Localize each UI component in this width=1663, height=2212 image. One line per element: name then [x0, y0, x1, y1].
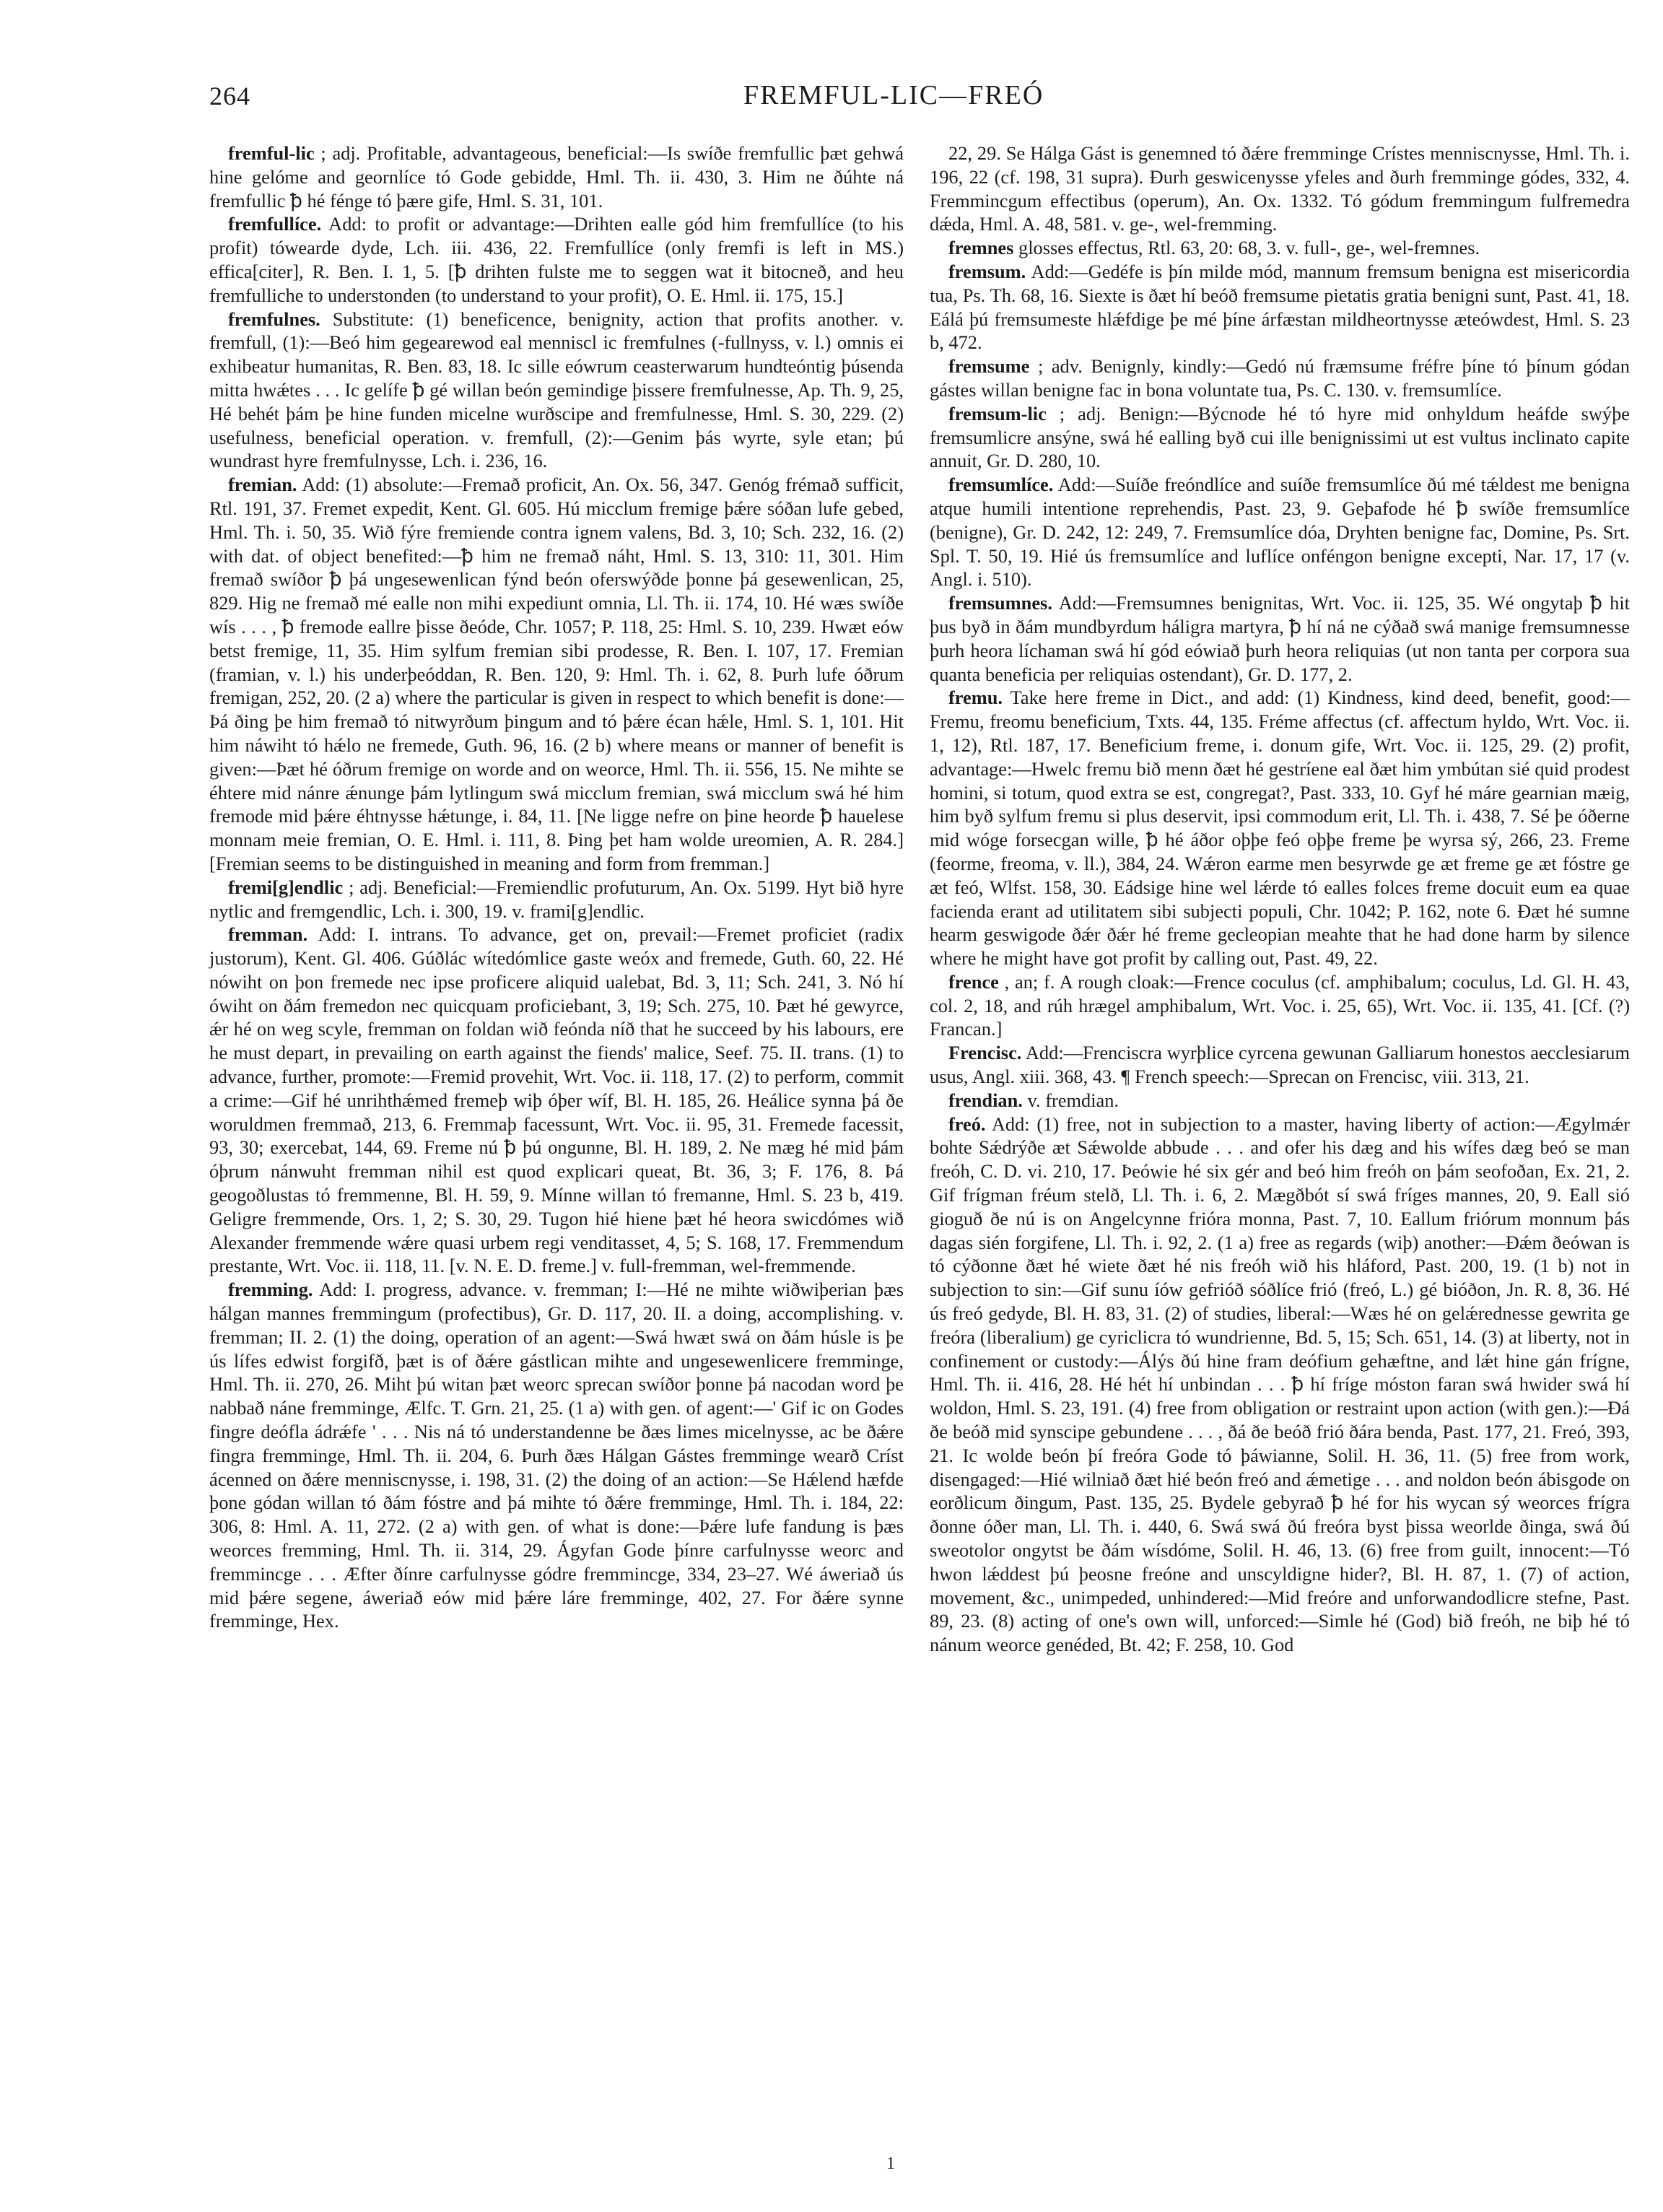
dictionary-entry [930, 1089, 1630, 1112]
entry-text: ; adj. Beneficial:—Fremiendlic profuturum, An. Ox. 5199. Hyt bið hyre nytlic and fremgendlic, Lch. i. 300, 19. v. frami[g]endlic. [209, 876, 904, 922]
entry-headword: frence [948, 970, 999, 993]
right-column [930, 141, 1630, 1657]
dictionary-entry [930, 354, 1630, 402]
dictionary-entry [209, 923, 904, 1278]
entry-headword: fremman. [228, 923, 308, 946]
entry-headword: frendian. [948, 1089, 1023, 1111]
entry-headword: fremfullíce. [228, 213, 322, 235]
entry-headword: fremsum-lic [948, 402, 1047, 424]
dictionary-entry [930, 1041, 1630, 1089]
entry-headword: freó. [948, 1112, 986, 1135]
entry-text: Substitute: (1) beneficence, benignity, action that profits another. v. fremfull, (1):—Beó him gegearewod eal menniscl ic fremfulnes (-fullnyss, v. l.) omnis ei exhibeatur humanitas, R. Ben. 83, 18. Ic sille eówrum ceasterwarum hundteóntig þúsenda mitta hwǽtes . . . Ic gelífe ꝥ gé willan beón gemindige þissere fremfulnesse, Ap. Th. 9, 25, Hé behét þám þe hine funden micelne wurðscipe and fremfulnesse, Hml. S. 30, 229. (2) usefulness, beneficial operation. v. fremfull, (2):—Genim þás wyrte, syle etan; þú wundrast hyre fremfulnysse, Lch. i. 236, 16. [209, 308, 904, 472]
dictionary-entry [930, 236, 1630, 260]
dictionary-entry [209, 473, 904, 876]
entry-text: Add: (1) free, not in subjection to a master, having liberty of action:—Ægylmǽr bohte Sǽdrýðe æt Sǽwolde abbude . . . and ofer his dæg and his wífes dæg beó se man freóh, C. D. vi. 210, 17. Þeówie hé six gér and beó him freóh on þám seofoðan, Ex. 21, 2. Gif frígman fréum stelð, Ll. Th. i. 6, 2. Mægðbót sí swá fríges mannes, 20, 9. Eall sió gioguð ðe nú is on Angelcynne frióra monna, Past. 7, 10. Eallum friórum monnum þás dagas sién forgifene, Ll. Th. i. 92, 2. (1 a) free as regards (wiþ) another:—Ðǽm ðeówan is tó cýðonne ðæt hé wiete ðæt hé nis freóh wið his hláford, Past. 200, 19. (1 b) not in subjection to sin:—Gif sunu íów gefrióð sóðlíce frió (freó, L.) gé bióðon, Jn. R. 8, 36. Hé ús freó gedyde, Bl. H. 83, 31. (2) of studies, liberal:—Wæs hé on gelǽrednesse gewrita ge freóra (liberalium) ge cyriclicra tó wundrienne, Bd. 5, 15; Sch. 651, 14. (3) at liberty, not in confinement or custody:—Álýs ðú hine fram deófium gehæftne, and lǽt hine gán frígne, Hml. Th. ii. 416, 28. Hé hét hí unbindan . . . ꝥ hí fríge móston faran swá hwider swá hí woldon, Hml. S. 23, 191. (4) free from obligation or restraint upon action (with gen.):—Ðá ðe beóð mid synscipe gebundene . . . , ðá ðe beóð frió ðára benda, Past. 177, 21. Freó, 393, 21. Ic wolde beón þí freóra Gode tó þáwianne, Solil. H. 36, 11. (5) free from work, disengaged:—Hié wilniað ðæt hié beón freó and ǽmetige . . . and noldon beón ábisgode on eorðlicum ðingum, Past. 135, 25. Bydele gebyrað ꝥ hé for his wycan sý weorces frígra ðonne óðer man, Ll. Th. i. 440, 6. Swá swá ðú freóra byst þissa weorlde ðinga, swá ðú sweotolor ongytst be ðám wísdóme, Solil. H. 46, 13. (6) free from guilt, innocent:—Tó hwon lǽddest þú þeosne freóne and unscyldigne hider?, Bl. H. 87, 1. (7) of action, movement, &c., unimpeded, unhindered:—Mid freóre and unforwandodlicre stefne, Past. 89, 23. (8) acting of one's own will, unforced:—Simle hé (God) bið freóh, ne biþ hé tó nánum weorce genéded, Bt. 42; F. 258, 10. God [930, 1112, 1630, 1656]
dictionary-entry [209, 212, 904, 307]
entry-headword: fremian. [228, 474, 297, 496]
entry-headword: fremsumnes. [948, 592, 1052, 614]
entry-text: Add: to profit or advantage:—Drihten ealle gód him fremfullíce (to his profit) tówearde dyde, Lch. iii. 436, 22. Fremfullíce (only fremfi is left in MS.) effica[citer], R. Ben. I. 1, 5. [ꝥ drihten fulste me to seggen wat it bitocneð, and heu fremfulliche to understonden (to understand to your profit), O. E. Hml. ii. 175, 15.] [209, 213, 904, 306]
entry-text: Take here freme in Dict., and add: (1) Kindness, kind deed, benefit, good:—Fremu, freomu beneficium, Txts. 44, 135. Fréme affectus (cf. affectum hyldo, Wrt. Voc. ii. 1, 12), Rtl. 187, 17. Beneficium freme, i. donum gife, Wrt. Voc. ii. 125, 29. (2) profit, advantage:—Hwelc fremu bið menn ðæt hé gestríene eal ðæt him ymbútan sié quid prodest homini, si totum, quod extra se est, congregat?, Past. 333, 10. Gyf hé máre gearnian mæig, him byð sylfum fremu si plus deservit, ipsi commodum erit, Ll. Th. i. 438, 7. Sé þe óðerne mid wóge forsecgan wille, ꝥ hé áðor oþþe feó oþþe freme þe wyrsa sý, 266, 23. Freme (feorme, freoma, v. ll.), 384, 24. Wǽron earme men besyrwde ge æt freme ge æt fóstre ge æt feó, Wlfst. 158, 30. Eádsige hine wel lǽrde tó ealles folces freme docuit eum ea quae facienda erant ad utilitatem sibi subjecti populi, Chr. 1042; P. 162, note 6. Ðæt hé sumne hearm geswigode ðǽr ðǽr hé freme gecleopian meahte that he had done harm by silence where he might have got profit by calling out, Past. 49, 22. [930, 687, 1630, 970]
running-head: FREMFUL-LIC—FREÓ [743, 80, 1044, 110]
entry-headword: fremi[g]endlic [228, 876, 344, 898]
entry-text: ; adj. Benign:—Býcnode hé tó hyre mid onhyldum heáfde swýþe fremsumlicre ansýne, swá hé ealling byð cui ille benignissimi ut est vultus inclinato capite annuit, Gr. D. 280, 10. [930, 402, 1630, 472]
entry-text: , an; f. A rough cloak:—Frence coculus (cf. amphibalum; coculus, Ld. Gl. H. 43, col. 2, 18, and rúh hrægel amphibalum, Wrt. Voc. i. 25, 65), Wrt. Voc. ii. 135, 41. [Cf. (?) Francan.] [930, 970, 1630, 1040]
dictionary-entry [930, 141, 1630, 236]
entry-text: Add:—Suíðe freóndlíce and suíðe fremsumlíce ðú mé tǽldest me benigna atque humili intentione reprehendis, Past. 23, 9. Geþafode hé ꝥ swíðe fremsumlíce (benigne), Gr. D. 242, 12: 249, 7. Fremsumlíce dóa, Dryhten benigne fac, Domine, Ps. Srt. Spl. T. 50, 19. Hié ús fremsumlíce and luflíce onféngon benigne excepti, Nar. 17, 17 (v. Angl. i. 510). [930, 474, 1630, 591]
entry-text: 22, 29. Se Hálga Gást is genemned tó ðǽre fremminge Crístes menniscnysse, Hml. Th. i. 196, 22 (cf. 198, 31 supra). Ðurh geswicenysse yfeles and ðurh fremminge gódes, 332, 4. Fremmincgum effectibus (operum), An. Ox. 1332. Tó gódum fremmingum fulfremedra dǽda, Hml. A. 48, 581. v. ge-, wel-fremming. [930, 142, 1630, 235]
entry-text: Add: (1) absolute:—Fremað proficit, An. Ox. 56, 347. Genóg frémað sufficit, Rtl. 191, 37. Fremet expedit, Kent. Gl. 605. Hú micclum fremige þǽre sóðan lufe gebed, Hml. Th. i. 50, 35. Wið fýre fremiende contra ignem valens, Bd. 3, 10; Sch. 232, 16. (2) with dat. of object benefited:—ꝥ him ne fremað náht, Hml. S. 13, 310: 11, 301. Him fremað swíðor ꝥ þá ungesewenlican fýnd beón oferswýðde þonne þá gesewenlican, 25, 829. Hig ne fremað mé ealle non mihi expediunt omnia, Ll. Th. ii. 174, 10. Hé wæs swíðe wís . . . , ꝥ fremode eallre þisse ðeóde, Chr. 1057; P. 118, 25: Hml. S. 10, 239. Hwæt eów betst fremige, 11, 35. Him sylfum fremian sibi prodesse, R. Ben. I. 107, 17. Fremian (framian, v. l.) his underþeóddan, R. Ben. 120, 9: Hml. Th. i. 62, 8. Þurh lufe óðrum fremigan, 252, 20. (2 a) where the particular is given in respect to which benefit is done:—Þá ðing þe him fremað tó nitwyrðum þingum and tó þǽre écan hǽle, Hml. S. 1, 101. Hit him náwiht tó hǽlo ne fremede, Guth. 96, 16. (2 b) where means or manner of benefit is given:—Þæt hé óðrum fremige on worde and on weorce, Hml. Th. ii. 556, 15. Ne mihte se éhtere mid nánre ǽnunge þám lytlingum swá micclum fremian, swá micclum swá hé him fremode mid þǽre éhtnysse hǽtunge, i. 84, 11. [Ne ligge nefre on þine heorde ꝥ hauelese monnam meie fremian, O. E. Hml. i. 111, 8. Þing þet ham wolde ureomien, A. R. 284.] [Fremian seems to be distinguished in meaning and form from fremman.] [209, 474, 904, 874]
entry-headword: fremsume [948, 355, 1030, 378]
entry-text: glosses effectus, Rtl. 63, 20: 68, 3. v. full-, ge-, wel-fremnes. [1018, 237, 1480, 259]
entry-text: ; adj. Profitable, advantageous, beneficial:—Is swíðe fremfullic þæt gehwá hine gelóme and geornlíce tó Gode gebidde, Hml. Th. ii. 430, 3. Him ne ðúhte ná fremfullic ꝥ hé fénge tó þære gife, Hml. S. 31, 101. [209, 142, 904, 212]
dictionary-entry [930, 1112, 1630, 1657]
dictionary-entry [930, 260, 1630, 354]
dictionary-entry [930, 970, 1630, 1041]
dictionary-entry [209, 1278, 904, 1633]
dictionary-entry [930, 686, 1630, 970]
footer-mark: 1 [886, 2154, 895, 2173]
left-column [209, 141, 904, 1633]
dictionary-entry [209, 876, 904, 923]
entry-headword: fremu. [948, 687, 1003, 709]
page-number: 264 [209, 82, 250, 110]
entry-text: Add:—Gedéfe is þín milde mód, mannum fremsum benigna est misericordia tua, Ps. Th. 68, 16. Siexte is ðæt hí beóð fremsume pietatis gratia benigni sunt, Past. 41, 18. Eálá þú fremsumeste hlǽfdige þe mé þíne árfæstan mildheortnysse æteówdest, Hml. S. 23 b, 472. [930, 260, 1630, 354]
entry-headword: fremful-lic [228, 142, 315, 164]
entry-headword: fremming. [228, 1279, 313, 1301]
entry-text: Add:—Frenciscra wyrþlice cyrcena gewunan Galliarum honestos aecclesiarum usus, Angl. xiii. 368, 43. ¶ French speech:—Sprecan on Frencisc, viii. 313, 21. [930, 1042, 1630, 1088]
dictionary-entry [209, 308, 904, 474]
dictionary-entry [930, 473, 1630, 591]
entry-headword: Frencisc. [948, 1042, 1022, 1064]
entry-headword: fremnes [948, 237, 1014, 259]
entry-text: v. fremdian. [1027, 1089, 1119, 1111]
entry-text: Add: I. intrans. To advance, get on, prevail:—Fremet proficiet (radix justorum), Kent. Gl. 406. Gúðlác wítedómlice gaste weóx and fremede, Guth. 60, 22. Hé nówiht on þon fremede nec ipse proficere aliquid ualebat, Bd. 3, 11; Sch. 241, 3. Nó hí ówiht on ðám fremedon nec quicquam proficiebant, 3, 19; Sch. 275, 10. Þæt hé gewyrce, ǽr hé on weg scyle, fremman on foldan wið feónda níð that he succeed by his labours, ere he must depart, in prevailing on earth against the fiends' malice, Seef. 75. II. trans. (1) to advance, further, promote:—Fremid provehit, Wrt. Voc. ii. 118, 17. (2) to perform, commit a crime:—Gif hé unrihthǽmed fremeþ wiþ óþer wíf, Bl. H. 185, 26. Heálice synna þá ðe woruldmen fremmað, 213, 6. Fremmaþ facessunt, Wrt. Voc. ii. 95, 31. Fremede facessit, 93, 30; exercebat, 144, 69. Freme nú ꝥ þú ongunne, Bl. H. 189, 2. Ne mæg hé mid þám óþrum nánwuht fremman nihil est quod explicari queat, Bt. 36, 3; F. 176, 8. Þá geogoðlustas tó fremmenne, Bl. H. 59, 9. Mínne willan tó fremanne, Hml. S. 23 b, 419. Geligre fremmende, Ors. 1, 2; S. 30, 29. Tugon hié hiene þæt hé heora swicdómes wið Alexander fremmende wǽre quasi urbem regi venditasset, 4, 5; S. 168, 17. Fremmendum prestante, Wrt. Voc. ii. 118, 11. [v. N. E. D. freme.] v. full-fremman, wel-fremmende. [209, 923, 904, 1277]
entry-text: ; adv. Benignly, kindly:—Gedó nú fræmsume fréfre þíne tó þínum gódan gástes willan benigne fac in bona voluntate tua, Ps. C. 130. v. fremsumlíce. [930, 355, 1630, 401]
dictionary-entry [930, 591, 1630, 686]
dictionary-entry [930, 402, 1630, 473]
entry-headword: fremsumlíce. [948, 474, 1054, 496]
entry-text: Add: I. progress, advance. v. fremman; I:—Hé ne mihte wiðwiþerian þæs hálgan mannes fremmingum (profectibus), Gr. D. 117, 20. II. a doing, accomplishing. v. fremman; II. 2. (1) the doing, operation of an agent:—Swá hwæt swá on ðám húsle is þe ús lífes edwist forgifð, þæt is of ðǽre gástlican mihte and ungesewenlicere fremminge, Hml. Th. ii. 270, 26. Miht þú witan þæt weorc sprecan swíðor þonne þá nacodan word þe nabbað náne fremminge, Ælfc. T. Grn. 21, 25. (1 a) with gen. of agent:—' Gif ic on Godes fingre deófla ádrǽfe ' . . . Nis ná tó understandenne be ðæs limes micelnysse, ac be ðǽre fingra fremminge, Hml. Th. ii. 204, 6. Þurh ðæs Hálgan Gástes fremminge wearð Críst ácenned on ðǽre menniscnysse, i. 198, 31. (2) the doing of an action:—Se Hǽlend hæfde þone gódan willan tó ðám fóstre and þá mihte tó ðǽre fremminge, Hml. Th. i. 184, 22: 306, 8: Hml. A. 11, 272. (2 a) with gen. of what is done:—Þǽre lufe fandung is þæs weorces fremming, Hml. Th. ii. 314, 29. Ágyfan Gode þínre carfulnysse weorc and fremmincge . . . Æfter ðínre carfulnysse gódre fremmincge, 334, 23–27. Wé áweriað ús mid þǽre segene, áweriað eów mid þǽre láre fremminge, 402, 27. For ðǽre synne fremminge, Hex. [209, 1279, 904, 1632]
entry-headword: fremfulnes. [228, 308, 320, 330]
entry-headword: fremsum. [948, 260, 1026, 282]
dictionary-entry [209, 141, 904, 212]
entry-text: Add:—Fremsumnes benignitas, Wrt. Voc. ii. 125, 35. Wé ongytaþ ꝥ hit þus byð in ðám mundbyrdum háligra martyra, ꝥ hí ná ne cýðað swá manige fremsumnesse þurh heora líchaman swá hí gód eówiað þurh heora reliquias (ut non tanta per corpora sua quanta beneficia per reliquias ostendant), Gr. D. 177, 2. [930, 592, 1630, 685]
